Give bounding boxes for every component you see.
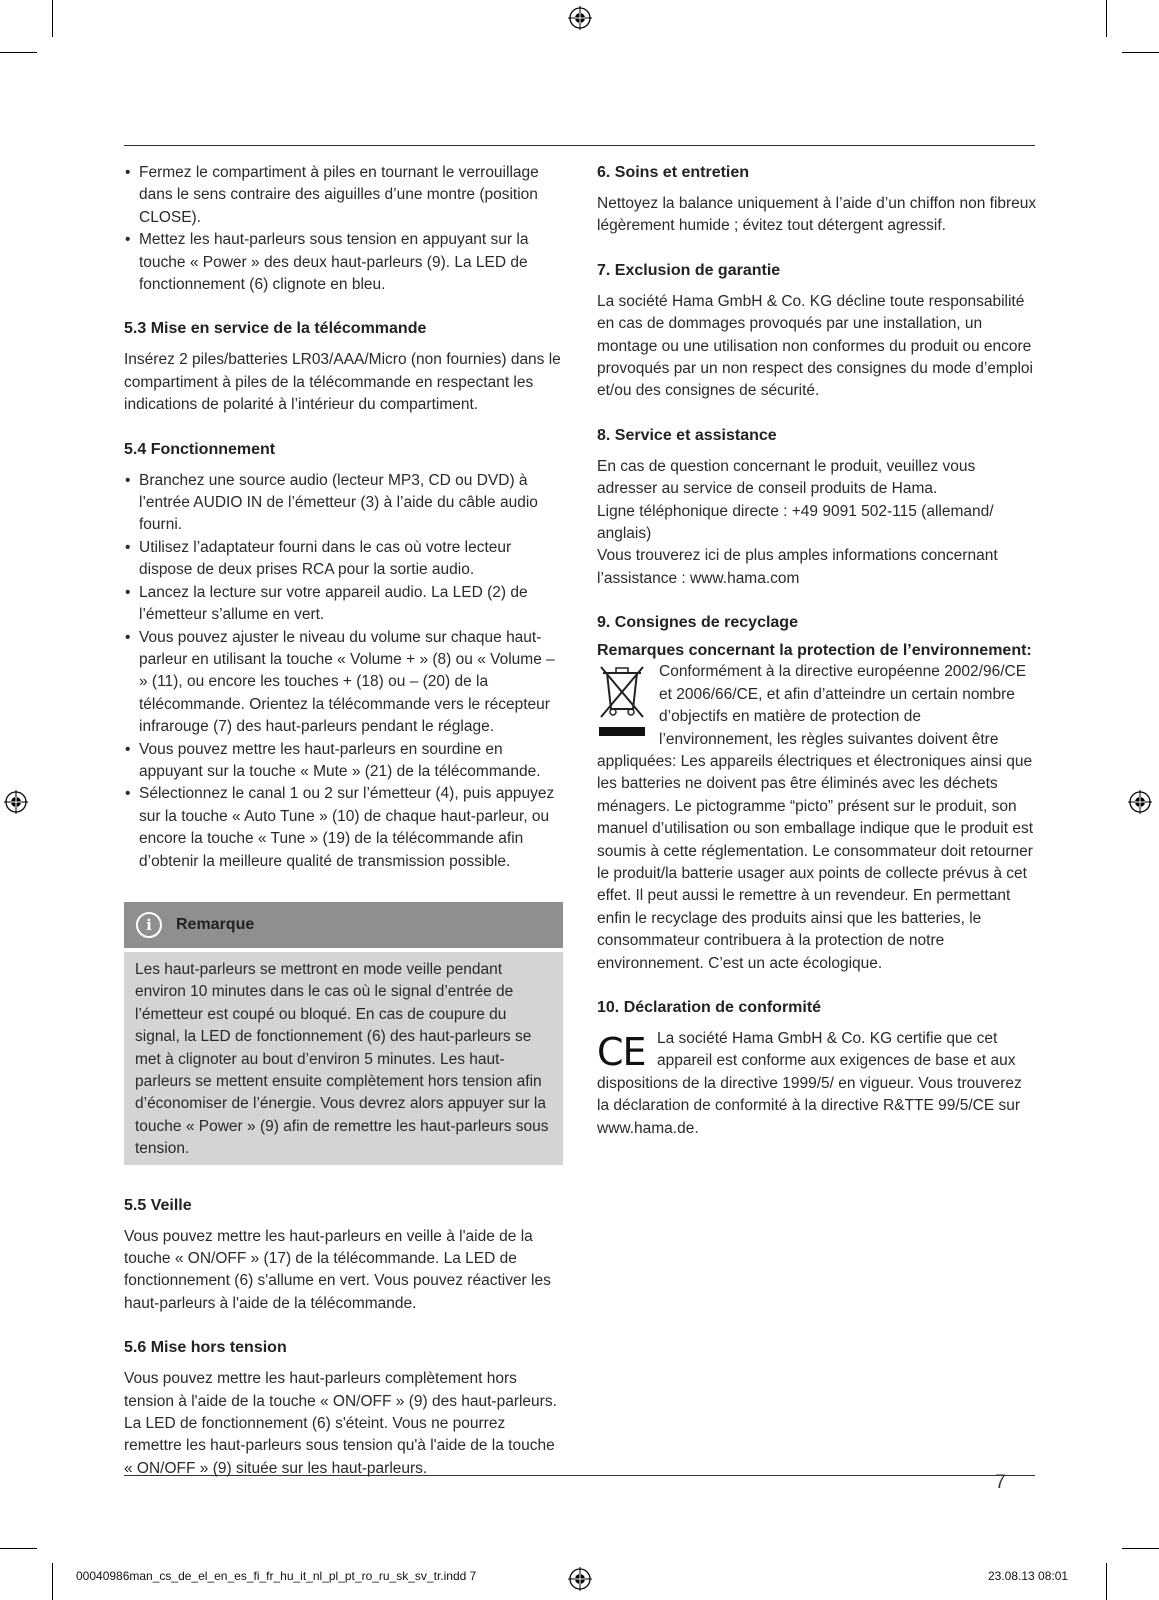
section-9	[597, 612, 1037, 975]
section-10	[597, 997, 1037, 1140]
section-subheading: Remarques concernant la protection de l’environnement:	[597, 642, 1032, 660]
right-column	[597, 162, 1037, 1140]
paragraph: Ligne téléphonique directe : +49 9091 502-115 (allemand/ anglais)	[597, 502, 994, 543]
bullet-list	[124, 162, 561, 296]
section-heading: 7. Exclusion de garantie	[597, 261, 781, 279]
section-5-4	[124, 439, 561, 873]
list-item: • Branchez une source audio (lecteur MP3, CD ou DVD) à l’entrée AUDIO IN de l’émetteur (3) à l’aide du câble audio fourni.	[124, 470, 561, 537]
section-heading: 9. Consignes de recyclage	[597, 614, 798, 632]
note-title: Remarque	[176, 915, 255, 933]
crop-mark	[1106, 0, 1107, 37]
list-item: • Lancez la lecture sur votre appareil audio. La LED (2) de l’émetteur s’allume en vert.	[124, 582, 561, 627]
paragraph: Vous trouverez ici de plus amples informations concernant l’assistance : www.hama.com	[597, 547, 998, 587]
note-body	[124, 952, 563, 1165]
paragraph: La société Hama GmbH & Co. KG décline toute responsabilité en cas de dommages provoqués par une installation, un montage ou une utilisation non conformes du produit ou encore provoqués par un non respect des consignes du mode d’emploi et/ou des consignes de sécurité.	[597, 292, 1033, 400]
list-item: • Utilisez l’adaptateur fourni dans le cas où votre lecteur dispose de deux prises RCA pour la sortie audio.	[124, 537, 561, 582]
list-item: • Sélectionnez le canal 1 ou 2 sur l’émetteur (4), puis appuyez sur la touche « Auto Tune » (10) de chaque haut-parleur, ou encore la touche « Tune » (19) de la télécommande afin d’obtenir la meilleure qualité de transmission possible.	[124, 783, 561, 873]
crop-mark	[1122, 1548, 1159, 1549]
note-box	[124, 902, 563, 1165]
paragraph: La société Hama GmbH & Co. KG certifie que cet appareil est conforme aux exigences de base et aux dispositions de la directive 1999/5/ en vigueur. Vous trouverez la déclaration de conformité à la directive R&TTE 99/5/CE sur www.hama.de.	[597, 1029, 1022, 1137]
crop-mark	[52, 1563, 53, 1600]
info-icon: i	[136, 912, 162, 938]
paragraph: En cas de question concernant le produit, veuillez vous adresser au service de conseil produits de Hama.	[597, 457, 976, 498]
list-item: • Fermez le compartiment à piles en tournant le verrouillage dans le sens contraire des aiguilles d’une montre (position CLOSE).	[124, 162, 561, 229]
crop-mark	[1122, 52, 1159, 53]
section-5-6	[124, 1337, 561, 1480]
section-8	[597, 425, 1037, 590]
paragraph: Insérez 2 piles/batteries LR03/AAA/Micro (non fournies) dans le compartiment à piles de la télécommande en respectant les indications de polarité à l’intérieur du compartiment.	[124, 351, 561, 414]
note-header	[124, 902, 563, 948]
print-slug-date: 23.08.13 08:01	[988, 1569, 1069, 1583]
paragraph: Vous pouvez mettre les haut-parleurs en veille à l'aide de la touche « ON/OFF » (17) de la télécommande. La LED de fonctionnement (6) s'allume en vert. Vous pouvez réactiver les haut-parleurs à l'aide de la télécommande.	[124, 1227, 551, 1312]
section-heading: 5.4 Fonctionnement	[124, 440, 276, 458]
section-heading: 5.3 Mise en service de la télécommande	[124, 320, 427, 338]
crop-mark	[0, 1548, 37, 1549]
list-item: • Vous pouvez ajuster le niveau du volume sur chaque haut-parleur en utilisant la touche « Volume + » (8) ou « Volume – » (11), ou encore les touches + (18) ou – (20) de la télécommande. Orientez la télécommande vers le récepteur infrarouge (7) des haut-parleurs pendant le réglage.	[124, 627, 561, 739]
crop-mark	[52, 0, 53, 37]
section-heading: 10. Déclaration de conformité	[597, 998, 822, 1016]
registration-mark-icon	[4, 790, 28, 814]
crop-mark	[0, 52, 37, 53]
section-heading: 5.6 Mise hors tension	[124, 1339, 287, 1357]
top-rule	[124, 145, 1035, 146]
paragraph: Conformément à la directive européenne 2002/96/CE et 2006/66/CE, et afin d’atteindre un certain nombre d’objectifs en matière de protection de l’environnement, les règles suivantes doivent être appliquées: Les appareils électriques et électroniques ainsi que les batteries ne doivent pas être éliminés avec les déchets ménagers. Le pictogramme “picto” présent sur le produit, son manuel d’utilisation ou son emballage indique que le produit est soumis à cette réglementation. Le consommateur doit retourner le produit/la batterie usager aux points de collecte prévus à cet effet. Il peut aussi le remettre à un revendeur. En permettant enfin le recyclage des produits ainsi que les batteries, le consommateur contribuera à la protection de notre environnement. C’est un acte écologique.	[597, 663, 1034, 972]
section-7	[597, 260, 1037, 403]
note-text: Les haut-parleurs se mettront en mode veille pendant environ 10 minutes dans le cas où le signal d’entrée de l’émetteur est coupé ou bloqué. En cas de coupure du signal, la LED de fonctionnement (6) des haut-parleurs se met à clignoter au bout d’environ 5 minutes. Les haut-parleurs se mettent ensuite complètement hors tension afin d’économiser de l’énergie. Vous devrez alors appuyer sur la touche « Power » (9) afin de remettre les haut-parleurs sous tension.	[135, 960, 549, 1158]
list-item: • Vous pouvez mettre les haut-parleurs en sourdine en appuyant sur la touche « Mute » (21) de la télécommande.	[124, 739, 561, 784]
bullet-list	[124, 470, 561, 873]
paragraph: Vous pouvez mettre les haut-parleurs complètement hors tension à l'aide de la touche « ON/OFF » (9) des haut-parleurs. La LED de fonctionnement (6) s'éteint. Vous ne pourrez remettre les haut-parleurs sous tension qu'à l'aide de la touche « ON/OFF » (9) située sur les haut-parleurs.	[124, 1370, 557, 1477]
print-slug-file: 00040986man_cs_de_el_en_es_fi_fr_hu_it_nl_pl_pt_ro_ru_sk_sv_tr.indd 7	[76, 1569, 477, 1583]
ce-mark-icon: CE	[597, 1029, 646, 1074]
registration-mark-icon	[568, 1567, 592, 1591]
page-number: 7	[995, 1472, 1006, 1493]
section-6	[597, 162, 1037, 238]
paragraph: Nettoyez la balance uniquement à l’aide d’un chiffon non fibreux légèrement humide ; évitez tout détergent agressif.	[597, 195, 1037, 235]
section-5-5	[124, 1195, 561, 1316]
section-heading: 8. Service et assistance	[597, 426, 777, 444]
section-5-3	[124, 318, 561, 416]
list-item: • Mettez les haut-parleurs sous tension en appuyant sur la touche « Power » des deux haut-parleurs (9). La LED de fonctionnement (6) clignote en bleu.	[124, 229, 561, 296]
registration-mark-icon	[568, 6, 592, 30]
crop-mark	[1106, 1563, 1107, 1600]
section-heading: 6. Soins et entretien	[597, 164, 750, 181]
section-heading: 5.5 Veille	[124, 1196, 192, 1214]
registration-mark-icon	[1128, 790, 1152, 814]
left-column	[124, 162, 561, 1480]
weee-bin-icon	[597, 663, 649, 739]
